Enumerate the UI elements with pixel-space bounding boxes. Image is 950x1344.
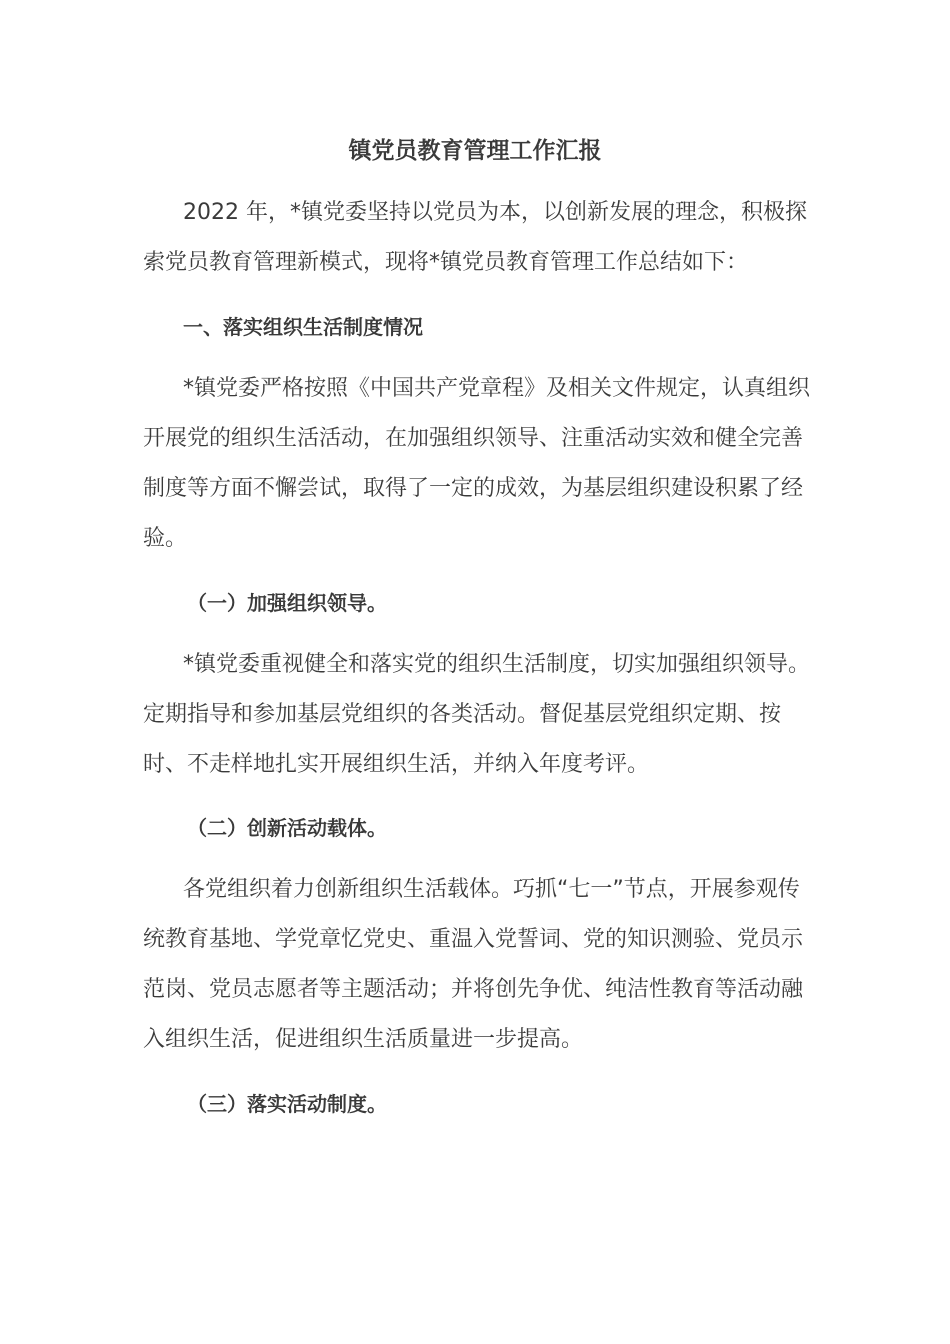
intro-paragraph: 2022 年，*镇党委坚持以党员为本，以创新发展的理念，积极探索党员教育管理新模式，现将*镇党员教育管理工作总结如下：: [143, 200, 807, 275]
subsection-2-heading: （二）创新活动载体。: [187, 816, 387, 840]
section-1-heading: 一、落实组织生活制度情况: [183, 315, 423, 339]
section-1-body: *镇党委严格按照《中国共产党章程》及相关文件规定，认真组织开展党的组织生活活动，在加强组织领导、注重活动实效和健全完善制度等方面不懈尝试，取得了一定的成效，为基层组织建设积累了经验。: [143, 376, 811, 551]
subsection-3-heading: （三）落实活动制度。: [187, 1092, 387, 1116]
subsection-2-body: 各党组织着力创新组织生活载体。巧抓“七一”节点，开展参观传统教育基地、学党章忆党史、重温入党誓词、党的知识测验、党员示范岗、党员志愿者等主题活动；并将创先争优、纯洁性教育等活动融入组织生活，促进组织生活质量进一步提高。: [143, 877, 804, 1052]
document-title: 镇党员教育管理工作汇报: [348, 138, 602, 164]
subsection-1-body: *镇党委重视健全和落实党的组织生活制度，切实加强组织领导。定期指导和参加基层党组织的各类活动。督促基层党组织定期、按时、不走样地扎实开展组织生活，并纳入年度考评。: [143, 652, 811, 777]
subsection-1-heading: （一）加强组织领导。: [187, 591, 387, 615]
